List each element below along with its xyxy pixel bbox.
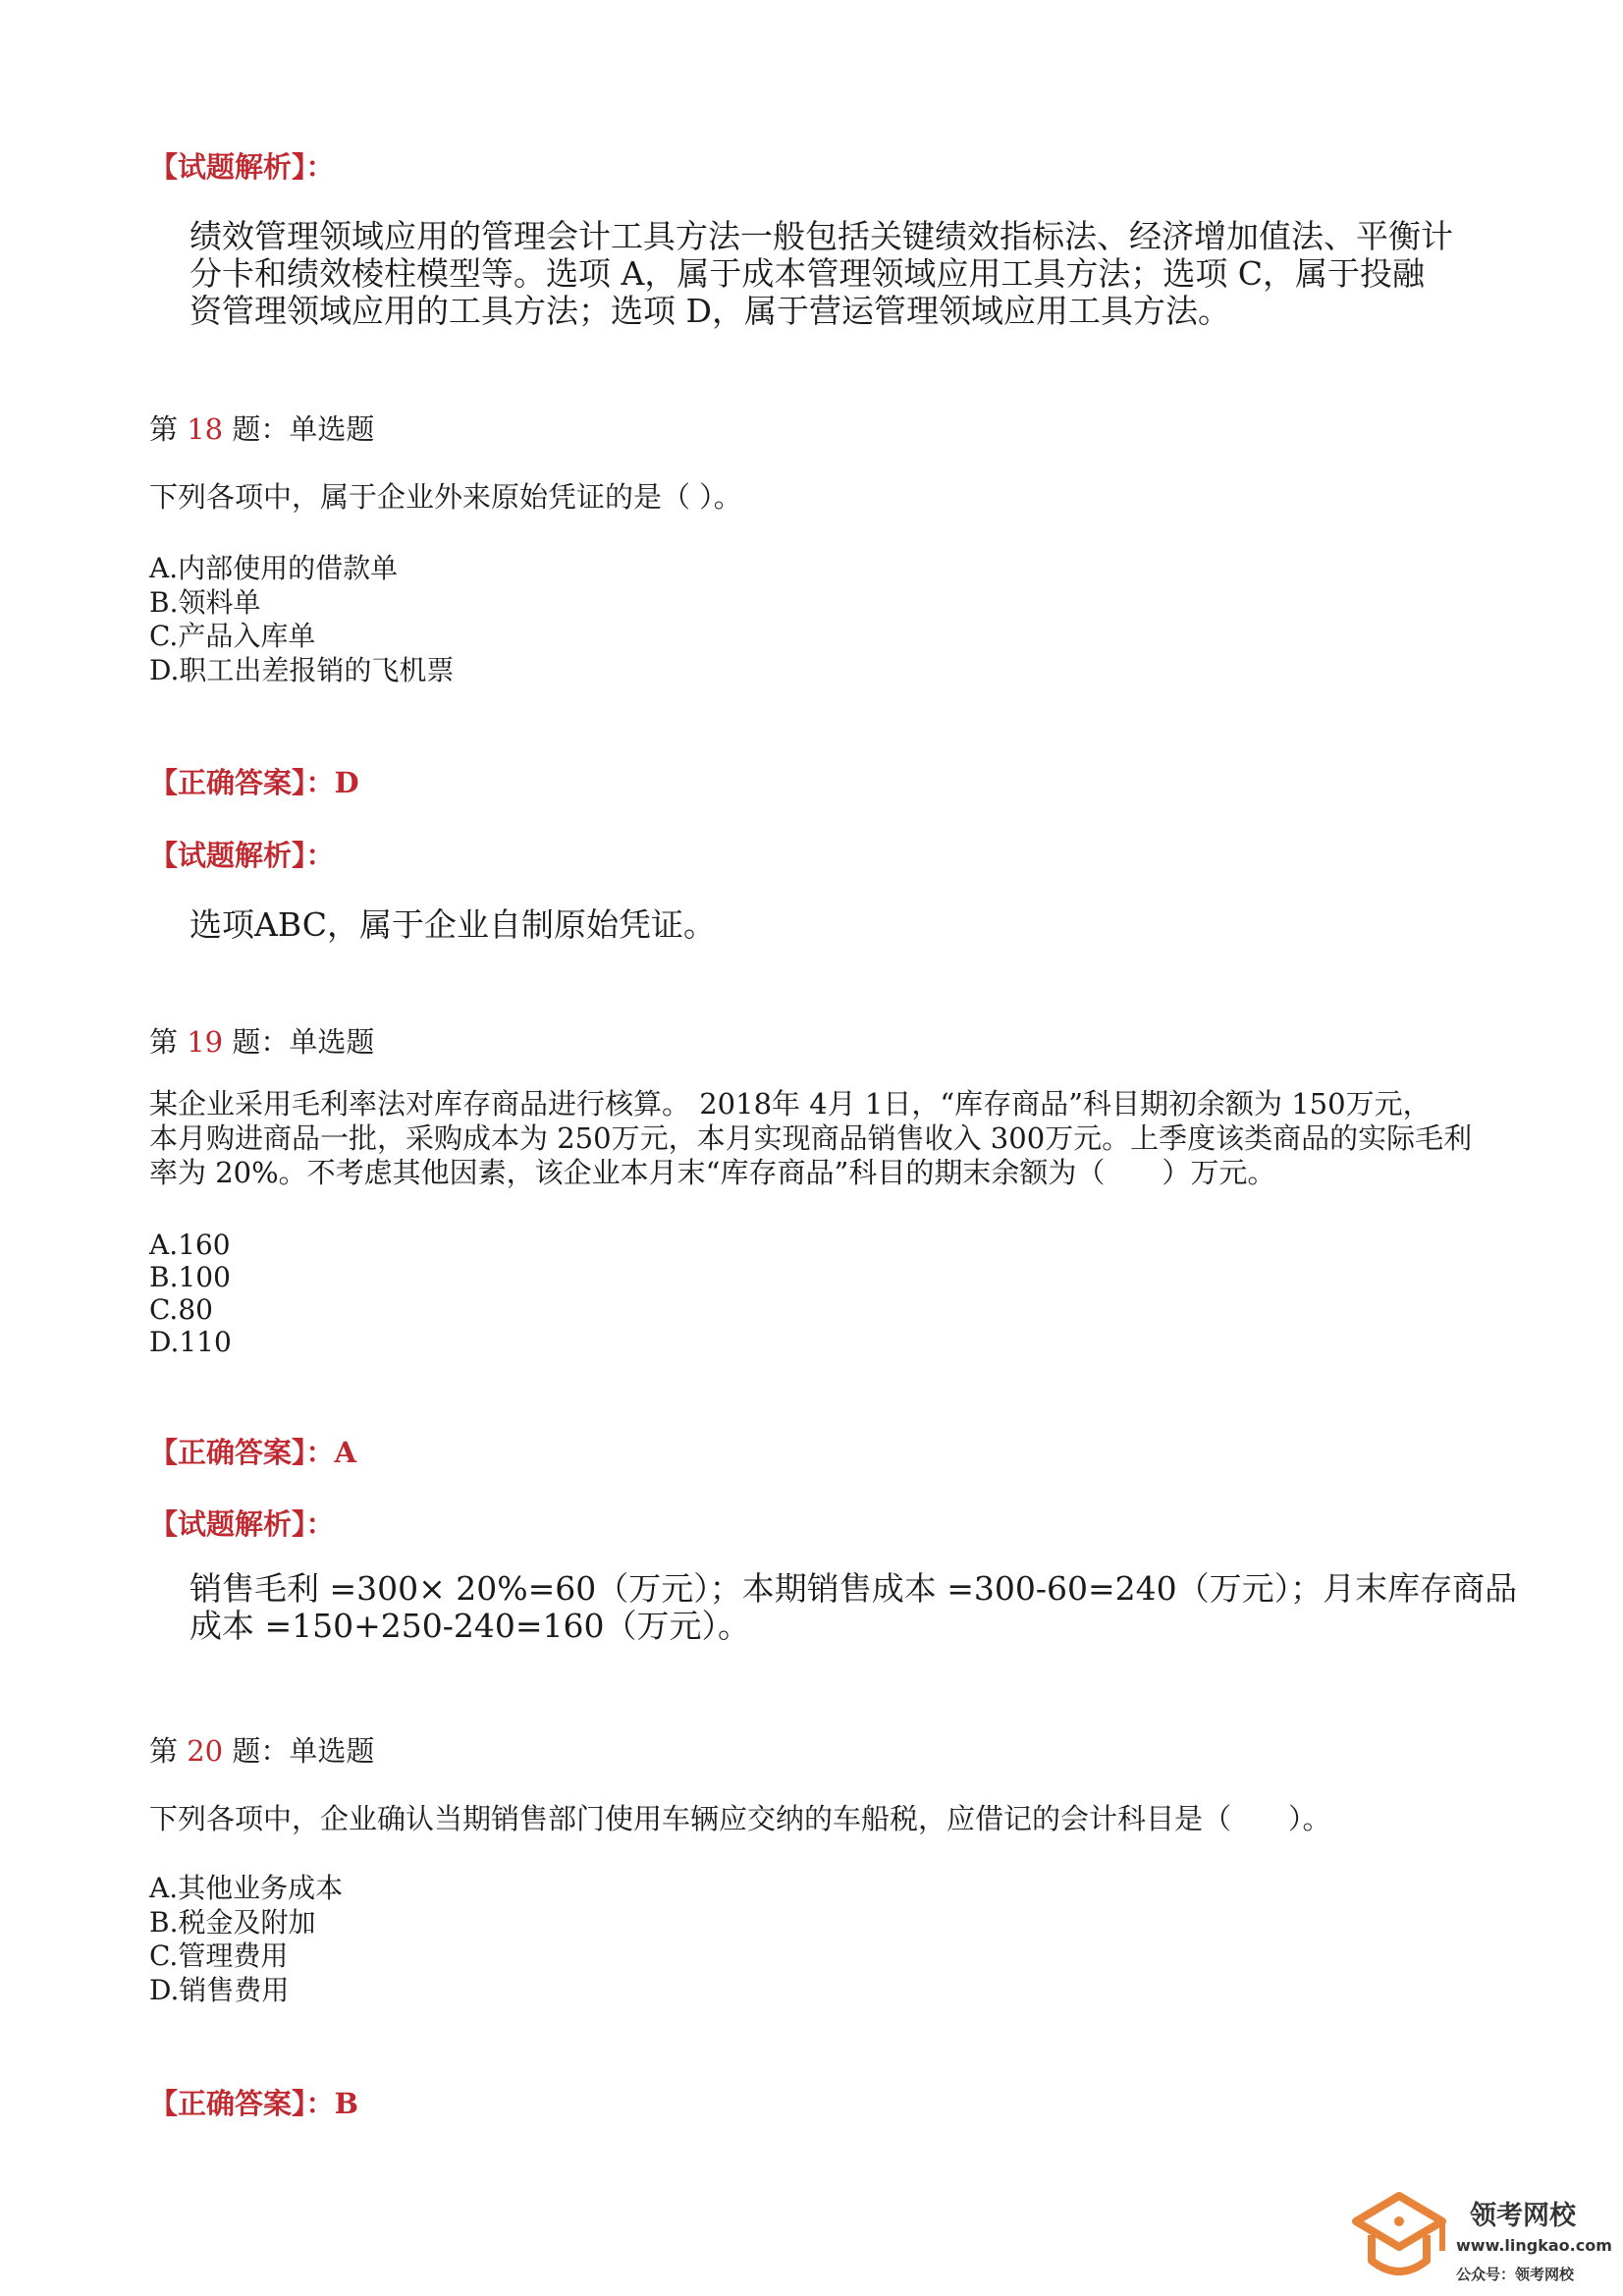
q17-analysis-label: 【试题解析】： xyxy=(149,150,335,184)
q18-analysis-label: 【试题解析】： xyxy=(149,839,335,872)
q18-option-a: A.内部使用的借款单 xyxy=(149,552,399,584)
logo-name: 领考网校 xyxy=(1470,2201,1576,2231)
q20-suffix: 题：单选题 xyxy=(232,1734,375,1768)
q19-stem-line-3: 率为 20%。不考虑其他因素，该企业本月末“库存商品”科目的期末余额为（ ）万元。 xyxy=(149,1156,1276,1189)
q19-option-c: C.80 xyxy=(149,1293,213,1326)
q18-answer-label: 【正确答案】： xyxy=(149,766,335,799)
logo-url: www.lingkao.com xyxy=(1456,2236,1612,2255)
q19-analysis-line-1: 销售毛利 =300× 20%=60（万元）；本期销售成本 =300-60=240（万元）；月末库存商品 xyxy=(189,1569,1518,1608)
q20-number: 20 xyxy=(187,1734,224,1768)
q19-analysis-label: 【试题解析】： xyxy=(149,1507,335,1541)
q18-option-d: D.职工出差报销的飞机票 xyxy=(149,654,455,686)
graduation-cap-icon xyxy=(1350,2192,1448,2290)
q19-heading xyxy=(149,1020,374,1061)
q17-analysis-line-3: 资管理领域应用的工具方法；选项 D，属于营运管理领域应用工具方法。 xyxy=(189,292,1230,330)
q18-suffix: 题：单选题 xyxy=(232,412,375,446)
q20-option-a: A.其他业务成本 xyxy=(149,1872,344,1904)
q17-analysis-line-2: 分卡和绩效棱柱模型等。选项 A，属于成本管理领域应用工具方法；选项 C，属于投融 xyxy=(189,254,1426,293)
q20-stem: 下列各项中，企业确认当期销售部门使用车辆应交纳的车船税，应借记的会计科目是（ ）。 xyxy=(149,1802,1331,1835)
q17-analysis-line-1: 绩效管理领域应用的管理会计工具方法一般包括关键绩效指标法、经济增加值法、平衡计 xyxy=(189,217,1453,255)
q18-option-b: B.领料单 xyxy=(149,586,261,619)
q18-prefix: 第 xyxy=(149,412,179,446)
q18-number: 18 xyxy=(187,412,224,446)
q19-option-a: A.160 xyxy=(149,1229,231,1261)
q20-answer-label: 【正确答案】： xyxy=(149,2087,335,2120)
q19-prefix: 第 xyxy=(149,1025,179,1059)
q18-answer-value: D xyxy=(334,766,359,799)
q18-analysis: 选项ABC，属于企业自制原始凭证。 xyxy=(189,905,716,944)
q19-stem-line-1: 某企业采用毛利率法对库存商品进行核算。 2018年 4月 1日，“库存商品”科目期初余额为 150万元， xyxy=(149,1087,1432,1121)
q18-option-c: C.产品入库单 xyxy=(149,620,316,652)
q19-analysis-line-2: 成本 =150+250-240=160（万元）。 xyxy=(189,1607,751,1645)
brand-logo xyxy=(1350,2192,1612,2290)
q20-option-d: D.销售费用 xyxy=(149,1974,290,2006)
q19-suffix: 题：单选题 xyxy=(232,1025,375,1059)
q20-option-b: B.税金及附加 xyxy=(149,1906,316,1939)
logo-public-account: 公众号：领考网校 xyxy=(1456,2266,1575,2283)
q18-stem: 下列各项中，属于企业外来原始凭证的是（ ）。 xyxy=(149,480,742,514)
q20-answer xyxy=(149,2082,358,2122)
q20-prefix: 第 xyxy=(149,1734,179,1768)
q19-stem-line-2: 本月购进商品一批，采购成本为 250万元，本月实现商品销售收入 300万元。上季度该类商品的实际毛利 xyxy=(149,1121,1473,1155)
q20-option-c: C.管理费用 xyxy=(149,1940,289,1972)
q19-number: 19 xyxy=(187,1025,224,1059)
q18-heading xyxy=(149,408,374,448)
q19-answer-label: 【正确答案】： xyxy=(149,1436,335,1469)
q19-option-b: B.100 xyxy=(149,1261,231,1293)
q19-answer xyxy=(149,1431,356,1471)
q20-heading xyxy=(149,1729,374,1770)
q19-option-d: D.110 xyxy=(149,1326,232,1358)
q19-answer-value: A xyxy=(334,1436,357,1469)
q18-answer xyxy=(149,761,359,801)
q20-answer-value: B xyxy=(334,2087,359,2120)
